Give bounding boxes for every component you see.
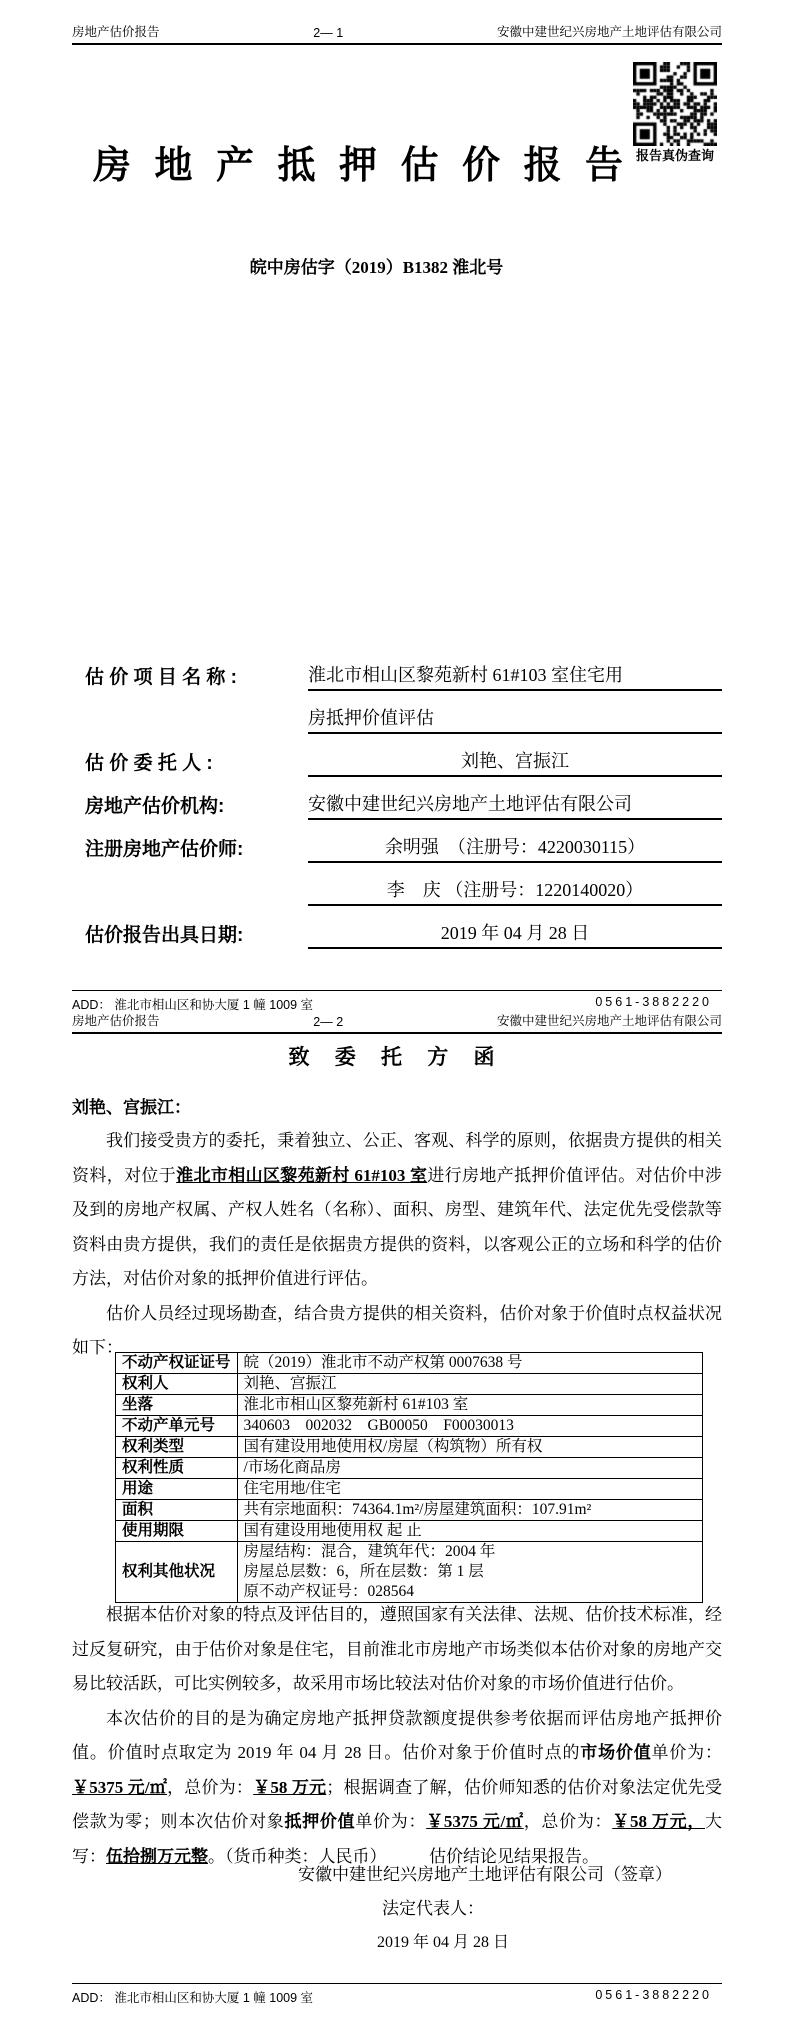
text-segment: ，总价为： xyxy=(523,1812,613,1831)
signature-block xyxy=(72,1858,722,1960)
table-row xyxy=(116,1395,703,1416)
letter-body-conclusion xyxy=(72,1598,722,1874)
text-segment: 单价为： xyxy=(651,1743,723,1762)
table-row xyxy=(116,1416,703,1437)
text-segment: 。（货币种类：人民币） xyxy=(208,1846,378,1866)
footer-phone: 0561-3882220 xyxy=(595,1988,712,2002)
text-segment: 大写： xyxy=(72,1812,723,1866)
row-label: 不动产权证证号 xyxy=(116,1353,238,1374)
text-segment: 估价结论见结果报告。 xyxy=(378,1846,599,1866)
table-row xyxy=(116,1500,703,1521)
row-label: 坐落 xyxy=(116,1395,238,1416)
paragraph-engagement xyxy=(72,1124,722,1297)
form-label: 注册房地产估价师: xyxy=(85,839,244,860)
row-value: 国有建设用地使用权/房屋（构筑物）所有权 xyxy=(237,1437,702,1458)
form-label: 估 价 项 目 名 称 : xyxy=(85,667,238,688)
form-label: 估价报告出具日期: xyxy=(85,925,244,946)
mortgage-value-term: 抵押价值 xyxy=(284,1812,356,1831)
form-row-agency xyxy=(85,777,722,820)
row-label: 面积 xyxy=(116,1500,238,1521)
page2-header xyxy=(72,1011,722,1034)
form-row-issue-date xyxy=(85,906,722,949)
text-segment: 我们接受贵方的委托，秉着独立、公正、客观、科学的原则，依据贵方提供的相关资料，对位于 xyxy=(72,1131,722,1185)
form-row-project-name xyxy=(85,648,722,691)
page1-header xyxy=(72,22,722,45)
row-label: 权利类型 xyxy=(116,1437,238,1458)
letter-salutation: 刘艳、宫振江： xyxy=(72,1098,191,1117)
unit-price-value: ￥5375 元/㎡ xyxy=(426,1812,524,1831)
row-value: 340603 002032 GB00050 F00030013 xyxy=(237,1416,702,1437)
signature-legal-rep: 法定代表人： xyxy=(382,1899,484,1918)
row-value: 淮北市相山区黎苑新村 61#103 室 xyxy=(237,1395,702,1416)
form-value: 2019 年 04 月 28 日 xyxy=(308,919,722,949)
text-segment: ，总价为： xyxy=(167,1777,254,1797)
row-value xyxy=(237,1542,702,1603)
table-row xyxy=(116,1458,703,1479)
form-value: 李 庆 （注册号：1220140020） xyxy=(308,876,722,906)
table-row xyxy=(116,1374,703,1395)
qr-caption: 报告真伪查询 xyxy=(635,148,714,163)
status-line: 房屋总层数：6，所在层数：第 1 层 xyxy=(243,1563,484,1580)
row-label: 不动产单元号 xyxy=(116,1416,238,1437)
paragraph-method: 根据本估价对象的特点及评估目的，遵照国家有关法律、法规、估价技术标准，经过反复研究，由于估价对象是住宅，目前淮北市房地产市场类似本估价对象的房地产交易比较活跃，可比实例较多，故采用市场比较法对估价对象的市场价值进行估价。 xyxy=(72,1605,722,1693)
row-label: 用途 xyxy=(116,1479,238,1500)
total-price-value: ￥58 万元， xyxy=(612,1812,706,1831)
text-segment: ；根据调查了解，估价师知悉的估价对象法定优先受偿款为零；则本次估价对象 xyxy=(72,1777,723,1831)
form-value: 安徽中建世纪兴房地产土地评估有限公司 xyxy=(308,790,722,820)
footer-address: ADD： 淮北市相山区和协大厦 1 幢 1009 室 xyxy=(72,998,314,1012)
row-value: 住宅用地/住宅 xyxy=(237,1479,702,1500)
form-row-client xyxy=(85,734,722,777)
header-company: 安徽中建世纪兴房地产土地评估有限公司 xyxy=(496,25,722,39)
market-value-term: 市场价值 xyxy=(580,1743,652,1762)
header-page-number: 2— 2 xyxy=(313,1015,344,1029)
form-row-appraiser-1 xyxy=(85,820,722,863)
header-company: 安徽中建世纪兴房地产土地评估有限公司 xyxy=(496,1014,722,1028)
property-address-emphasis: 淮北市相山区黎苑新村 61#103 室 xyxy=(176,1165,428,1185)
form-label: 房地产估价机构: xyxy=(85,796,225,817)
letter-body-intro xyxy=(72,1124,722,1366)
amount-in-words: 伍拾捌万元整 xyxy=(106,1846,208,1866)
row-label: 权利性质 xyxy=(116,1458,238,1479)
form-label xyxy=(85,732,308,734)
unit-price-value: ￥5375 元/㎡ xyxy=(72,1777,168,1797)
table-row-other-status xyxy=(116,1542,703,1603)
form-label: 估 价 委 托 人 : xyxy=(85,753,213,774)
page2-footer xyxy=(72,1983,722,2006)
table-row xyxy=(116,1353,703,1374)
paragraph-valuation xyxy=(72,1702,722,1875)
row-value: 共有宗地面积：74364.1m²/房屋建筑面积：107.91m² xyxy=(237,1500,702,1521)
report-title: 房 地 产 抵 押 估 价 报 告 xyxy=(92,145,630,187)
table-row xyxy=(116,1521,703,1542)
table-row xyxy=(116,1437,703,1458)
header-page-number: 2— 1 xyxy=(313,26,344,40)
page1-footer xyxy=(72,990,722,1013)
footer-phone: 0561-3882220 xyxy=(595,995,712,1009)
row-value: 皖（2019）淮北市不动产权第 0007638 号 xyxy=(237,1353,702,1374)
form-label xyxy=(85,904,308,906)
property-rights-table xyxy=(115,1352,703,1603)
form-value: 刘艳、宫振江 xyxy=(308,747,722,777)
form-value: 淮北市相山区黎苑新村 61#103 室住宅用 xyxy=(308,661,722,691)
header-doc-type: 房地产估价报告 xyxy=(72,25,160,39)
row-value: 刘艳、宫振江 xyxy=(237,1374,702,1395)
cover-form xyxy=(85,648,722,949)
header-doc-type: 房地产估价报告 xyxy=(72,1014,160,1028)
row-label: 使用期限 xyxy=(116,1521,238,1542)
row-value: /市场化商品房 xyxy=(237,1458,702,1479)
table-row xyxy=(116,1479,703,1500)
text-segment: 本次估价的目的是为确定房地产抵押贷款额度提供参考依据而评估房地产抵押价值。价值时点取定为 2019 年 04 月 28 日。估价对象于价值时点的 xyxy=(72,1708,722,1762)
status-line: 原不动产权证号：028564 xyxy=(243,1583,415,1600)
text-segment: 单价为： xyxy=(355,1812,427,1831)
paragraph-survey: 估价人员经过现场勘查，结合贵方提供的相关资料，估价对象于价值时点权益状况如下： xyxy=(72,1303,722,1357)
text-segment: 进行房地产抵押价值评估。对估价中涉及到的房地产权属、产权人姓名（名称）、面积、房型、建筑年代、法定优先受偿款等资料由贵方提供，我们的责任是依据贵方提供的资料，以客观公正的立场和科学的估价方法，对估价对象的抵押价值进行评估。 xyxy=(72,1165,723,1288)
letter-title: 致 委 托 方 函 xyxy=(288,1045,505,1069)
row-label: 权利其他状况 xyxy=(116,1542,238,1603)
row-label: 权利人 xyxy=(116,1374,238,1395)
form-value: 余明强 （注册号：4220030115） xyxy=(308,833,722,863)
form-row-appraiser-2 xyxy=(85,863,722,906)
signature-date: 2019 年 04 月 28 日 xyxy=(377,1934,510,1951)
form-row-project-name-cont xyxy=(85,691,722,734)
report-number: 皖中房估字（2019）B1382 淮北号 xyxy=(249,258,504,277)
footer-address: ADD： 淮北市相山区和协大厦 1 幢 1009 室 xyxy=(72,1991,314,2005)
status-line: 房屋结构：混合，建筑年代：2004 年 xyxy=(243,1543,496,1560)
form-value: 房抵押价值评估 xyxy=(308,704,722,734)
total-price-value: ￥58 万元 xyxy=(253,1777,327,1797)
row-value: 国有建设用地使用权 起 止 xyxy=(237,1521,702,1542)
signature-company: 安徽中建世纪兴房地产土地评估有限公司（签章） xyxy=(298,1865,672,1884)
